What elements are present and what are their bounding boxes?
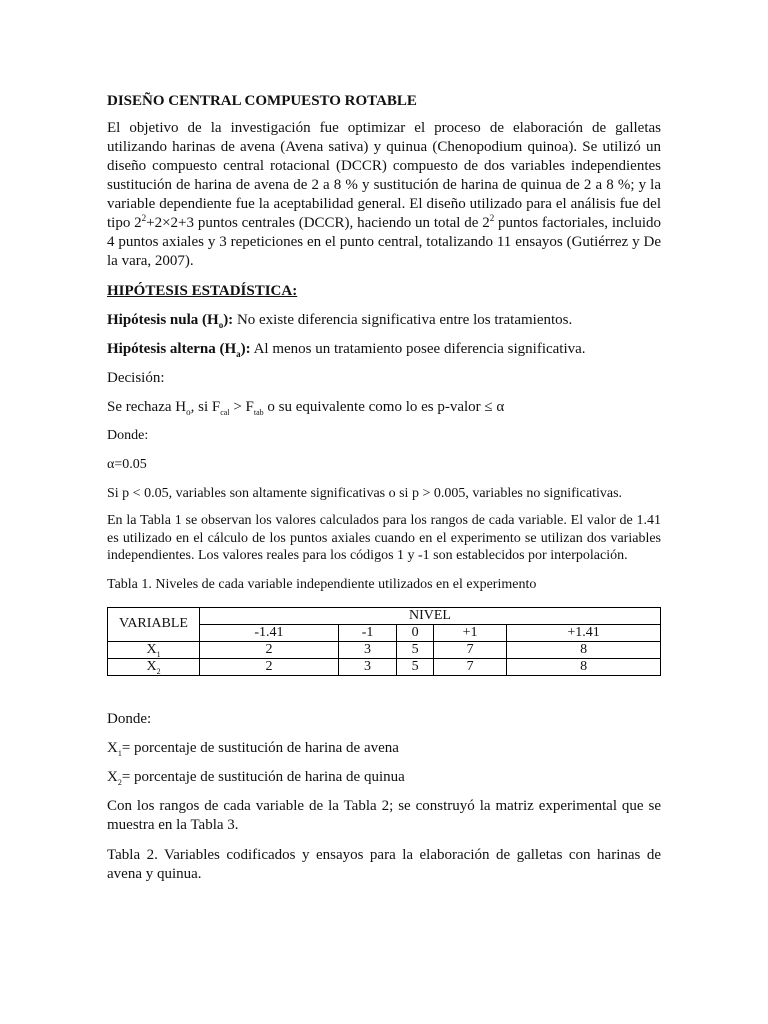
null-hypothesis-label: Hipótesis nula (H [107, 312, 219, 328]
value-cell: 5 [397, 658, 434, 675]
alt-hypothesis-label: Hipótesis alterna (H [107, 341, 237, 357]
rejection-rule [107, 398, 661, 416]
rejection-text-1: Se rechaza H [107, 399, 187, 415]
value-cell: 3 [338, 658, 396, 675]
level-cell: -1 [338, 624, 396, 641]
matrix-paragraph: Con los rangos de cada variable de la Tabla 2; se construyó la matriz experimental que se muestra en la Tabla 3. [107, 797, 661, 833]
value-cell: 2 [200, 641, 339, 658]
intro-superscript-2: 2 [489, 213, 495, 223]
alt-hypothesis-label-end: ): [240, 341, 251, 357]
null-hypothesis-sub: o [218, 320, 224, 330]
alt-hypothesis-text: Al menos un tratamiento posee diferencia significativa. [250, 341, 586, 357]
variable-header: VARIABLE [108, 607, 200, 641]
levels-table [107, 607, 661, 676]
variable-cell [108, 641, 200, 658]
table-row [108, 658, 661, 675]
value-cell: 2 [200, 658, 339, 675]
rejection-sub-2: cal [220, 408, 230, 417]
table1-caption: Tabla 1. Niveles de cada variable independiente utilizados en el experimento [107, 576, 537, 592]
null-hypothesis-text: No existe diferencia significativa entre los tratamientos. [233, 312, 573, 328]
intro-text-1: El objetivo de la investigación fue optimizar el proceso de elaboración de galletas utilizando harinas de avena (Avena sativa) y quinua (Chenopodium quinoa). Se utilizó un diseño compuesto central rotacional (DCCR) compuesto de dos variables independientes sustitución de harina de avena de 2 a 8 % y sustitución de harina de quinua de 2 a 8 %; y la variable dependiente fue la aceptabilidad general. El diseño utilizado para el análisis fue del tipo 2 [107, 120, 661, 231]
variable-name: X [146, 658, 157, 674]
value-cell: 3 [338, 641, 396, 658]
value-cell: 8 [507, 658, 661, 675]
level-header: NIVEL [200, 607, 661, 624]
alt-hypothesis-sub: a [236, 349, 241, 359]
variable-sub: 2 [156, 666, 161, 676]
variable-name: X [146, 641, 157, 657]
intro-text-3: puntos factoriales, incluido 4 puntos axiales y 3 repeticiones en el punto central, totalizando 11 ensayos (Gutiérrez y De la vara, 2007). [107, 215, 661, 269]
rejection-sub-1: o [186, 407, 191, 417]
level-cell: -1.41 [200, 624, 339, 641]
table-header-row [108, 607, 661, 624]
table-row [108, 641, 661, 658]
x1-sub: 1 [117, 748, 122, 758]
intro-superscript-1: 2 [141, 213, 147, 223]
table2-caption: Tabla 2. Variables codificados y ensayos para la elaboración de galletas con harinas de avena y quinua. [107, 846, 661, 882]
null-hypothesis [107, 311, 661, 329]
hypothesis-heading: HIPÓTESIS ESTADÍSTICA: [107, 283, 298, 299]
level-cell: 0 [397, 624, 434, 641]
intro-paragraph [107, 119, 661, 271]
document-title: DISEÑO CENTRAL COMPUESTO ROTABLE [107, 93, 417, 109]
rejection-text-2: , si F [190, 399, 221, 415]
significance-note: Si p < 0.05, variables son altamente significativas o si p > 0.005, variables no significativas. [107, 486, 623, 501]
alt-hypothesis [107, 340, 661, 358]
value-cell: 7 [434, 658, 507, 675]
value-cell: 8 [507, 641, 661, 658]
level-cell: +1 [434, 624, 507, 641]
x2-definition [107, 768, 661, 786]
value-cell: 5 [397, 641, 434, 658]
alpha-value: α=0.05 [107, 457, 147, 472]
x1-text: = porcentaje de sustitución de harina de avena [121, 739, 399, 756]
decision-label: Decisión: [107, 370, 165, 386]
value-cell: 7 [434, 641, 507, 658]
spacer [107, 676, 661, 699]
table1-intro: En la Tabla 1 se observan los valores calculados para los rangos de cada variable. El valor de 1.41 es utilizado en el cálculo de los puntos axiales cuando en el experimento se utilizan dos variables independientes. Los valores reales para los códigos 1 y -1 son establecidos por interpolación. [107, 513, 661, 563]
donde-label-1: Donde: [107, 428, 149, 443]
document-page [107, 92, 661, 884]
null-hypothesis-label-end: ): [223, 312, 234, 328]
intro-text-2: +2×2+3 puntos centrales (DCCR), haciendo un total de 2 [146, 215, 490, 231]
variable-sub: 1 [156, 649, 161, 659]
x2-variable: X [107, 768, 118, 785]
rejection-text-3: > F [229, 399, 254, 415]
donde-label-2: Donde: [107, 710, 152, 727]
x2-sub: 2 [117, 777, 122, 787]
level-cell: +1.41 [507, 624, 661, 641]
x2-text: = porcentaje de sustitución de harina de quinua [121, 768, 405, 785]
rejection-text-4: o su equivalente como lo es p-valor ≤ α [263, 399, 505, 415]
rejection-sub-3: tab [253, 408, 264, 417]
x1-definition [107, 739, 661, 757]
variable-cell [108, 658, 200, 675]
x1-variable: X [107, 739, 118, 756]
